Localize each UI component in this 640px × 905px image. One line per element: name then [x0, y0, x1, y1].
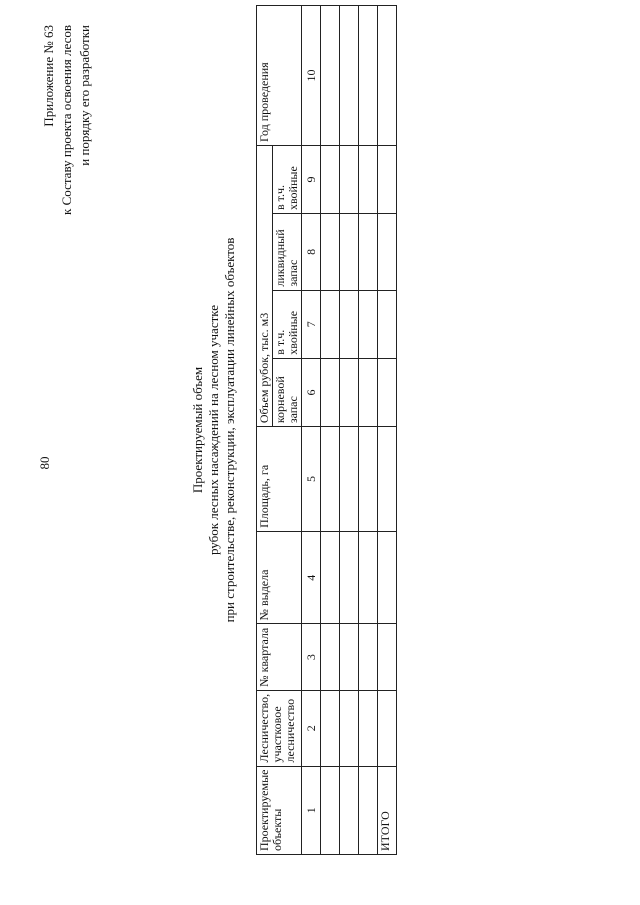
table-cell [378, 531, 397, 624]
table-cell [378, 145, 397, 213]
table-cell [359, 531, 378, 624]
table-cell [359, 358, 378, 426]
rotated-page-content [40, 5, 400, 855]
document-heading [190, 105, 238, 755]
table-cell [321, 290, 340, 358]
table-cell [321, 6, 340, 146]
table-cell [321, 145, 340, 213]
table-cell [340, 531, 359, 624]
column-number: 2 [302, 690, 321, 766]
table-cell [340, 690, 359, 766]
header-quarter: № квартала [257, 624, 302, 690]
header-liquid-stock: ликвидный запас [273, 214, 302, 291]
table-cell [378, 690, 397, 766]
felling-volume-table [256, 5, 397, 855]
table-cell [359, 427, 378, 532]
header-incl-conifer-1: в т.ч. хвойные [273, 290, 302, 358]
column-number: 5 [302, 427, 321, 532]
table-cell [321, 624, 340, 690]
column-number: 9 [302, 145, 321, 213]
table-cell [321, 427, 340, 532]
column-number: 8 [302, 214, 321, 291]
table-cell [321, 214, 340, 291]
appendix-note [40, 25, 94, 345]
table-cell [378, 6, 397, 146]
table-cell [378, 214, 397, 291]
page-number: 80 [37, 456, 52, 470]
table-cell [340, 145, 359, 213]
table-cell [359, 624, 378, 690]
table-cell [340, 214, 359, 291]
table-cell [340, 766, 359, 854]
column-number: 7 [302, 290, 321, 358]
table-row [359, 6, 378, 855]
total-label: ИТОГО [378, 766, 397, 854]
table-cell [340, 358, 359, 426]
table-cell [340, 6, 359, 146]
appendix-line-3: и порядку его разработки [77, 25, 92, 166]
heading-line-2: рубок лесных насаждений на лесном участке [206, 304, 221, 556]
table-cell [340, 624, 359, 690]
header-incl-conifer-2: в т.ч. хвойные [273, 145, 302, 213]
table-row [321, 6, 340, 855]
column-number: 1 [302, 766, 321, 854]
appendix-line-2: к Составу проекта освоения лесов [59, 25, 74, 215]
header-row-1 [257, 6, 273, 855]
heading-line-1: Проектируемый объем [190, 366, 205, 494]
table-cell [321, 358, 340, 426]
column-number-row [302, 6, 321, 855]
column-number: 3 [302, 624, 321, 690]
table-cell [378, 358, 397, 426]
table-cell [378, 290, 397, 358]
table-cell [340, 427, 359, 532]
table-cell [340, 290, 359, 358]
table-cell [359, 214, 378, 291]
header-volume: Объем рубок, тыс. м3 [257, 145, 273, 426]
table-cell [321, 690, 340, 766]
table-cell [378, 427, 397, 532]
header-area: Площадь, га [257, 427, 302, 532]
table-cell [359, 6, 378, 146]
table-cell [359, 145, 378, 213]
header-allotment: № выдела [257, 531, 302, 624]
table-cell [321, 766, 340, 854]
column-number: 6 [302, 358, 321, 426]
table-row [340, 6, 359, 855]
header-objects: Проектируемые объекты [257, 766, 302, 854]
table-cell [359, 290, 378, 358]
table-cell [359, 690, 378, 766]
table-cell [321, 531, 340, 624]
table-cell [378, 624, 397, 690]
heading-line-3: при строительстве, реконструкции, эксплуатации линейных объектов [222, 237, 237, 623]
table-cell [359, 766, 378, 854]
header-root-stock: корневой запас [273, 358, 302, 426]
header-year: Год проведения [257, 6, 302, 146]
header-forestry: Лесничество, участковое лесничество [257, 690, 302, 766]
column-number: 4 [302, 531, 321, 624]
column-number: 10 [302, 6, 321, 146]
total-row [378, 6, 397, 855]
appendix-line-1: Приложение № 63 [41, 25, 56, 127]
